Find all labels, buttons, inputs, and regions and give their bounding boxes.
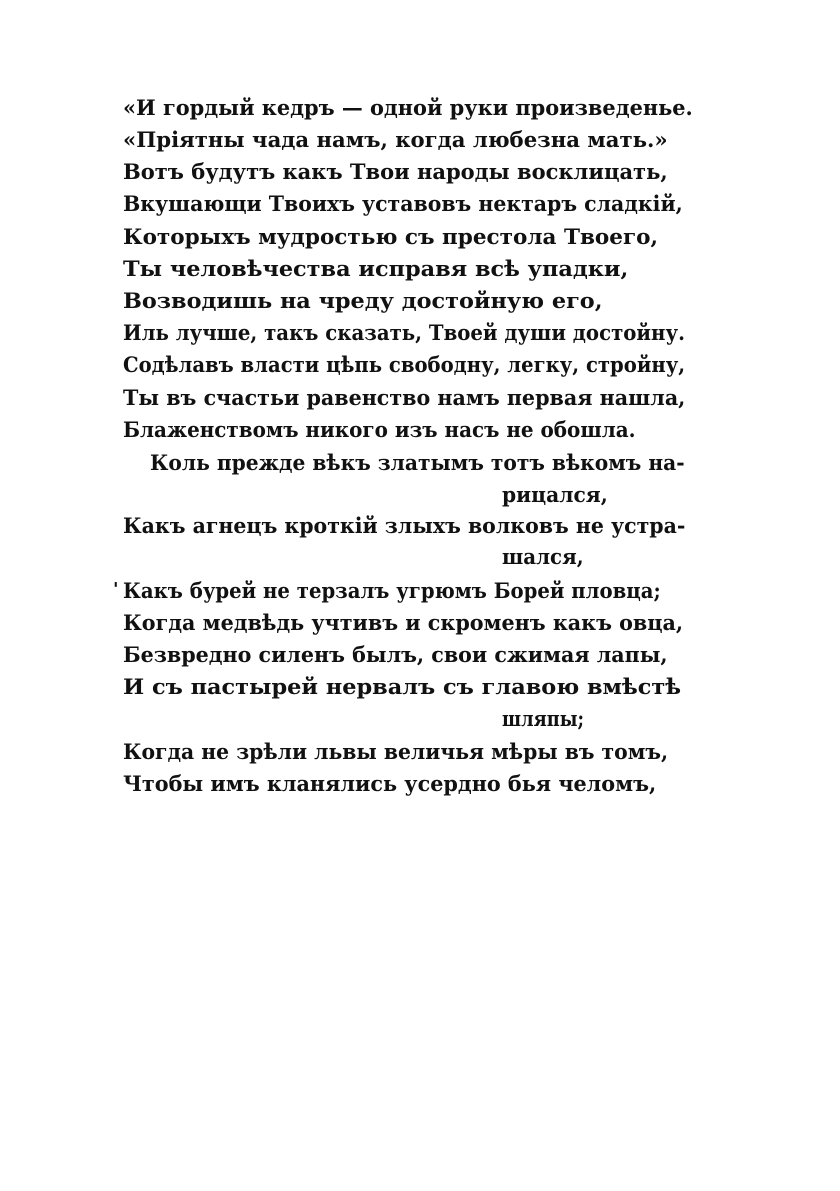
poem-line-continuation: рицался, — [502, 482, 608, 507]
poem-line: Которыхъ мудростью съ престола Твоего, — [123, 224, 658, 249]
poem-line: Вотъ будутъ какъ Твои народы восклицать, — [123, 159, 668, 184]
poem-line: Когда не зрѣли львы величья мѣры въ томъ, — [123, 739, 669, 764]
poem-line: Когда медвѣдь учтивъ и скроменъ какъ овца, — [123, 610, 684, 635]
poem-line: Вкушающи Твоихъ уставовъ нектаръ сладкій, — [123, 191, 683, 216]
poem-line: Блаженствомъ никого изъ насъ не обошла. — [123, 417, 636, 442]
poem-line: Содѣлавъ власти цѣпь свободну, легку, стройну, — [123, 352, 686, 377]
poem-line: «И гордый кедръ — одной руки произведенье. — [123, 95, 693, 120]
poem-line: Возводишь на чреду достойную его, — [123, 288, 603, 313]
poem-line: Безвредно силенъ былъ, свои сжимая лапы, — [123, 642, 668, 667]
poem-line: Коль прежде вѣкъ златымъ тотъ вѣкомъ на- — [150, 450, 685, 475]
poem-line: Чтобы имъ кланялись усердно бья челомъ, — [123, 771, 657, 796]
poem-line: Ты въ счастьи равенство намъ первая нашла, — [123, 385, 686, 410]
poem-line-continuation: шался, — [502, 544, 584, 569]
poem-line: Какъ агнецъ кроткій злыхъ волковъ не устра- — [123, 513, 686, 538]
poem-line: «Пріятны чада намъ, когда любезна мать.» — [123, 127, 668, 152]
poem-line: Ты человѣчества исправя всѣ упадки, — [123, 256, 629, 281]
poem-line-continuation: шляпы; — [502, 706, 585, 731]
stray-print-mark: ' — [113, 579, 119, 600]
poem-line: И съ пастырей нервалъ съ главою вмѣстѣ — [123, 674, 682, 699]
poem-line: Иль лучше, такъ сказать, Твоей души достойну. — [123, 320, 685, 345]
poem-line: Какъ бурей не терзалъ угрюмъ Борей пловца; — [123, 578, 661, 603]
